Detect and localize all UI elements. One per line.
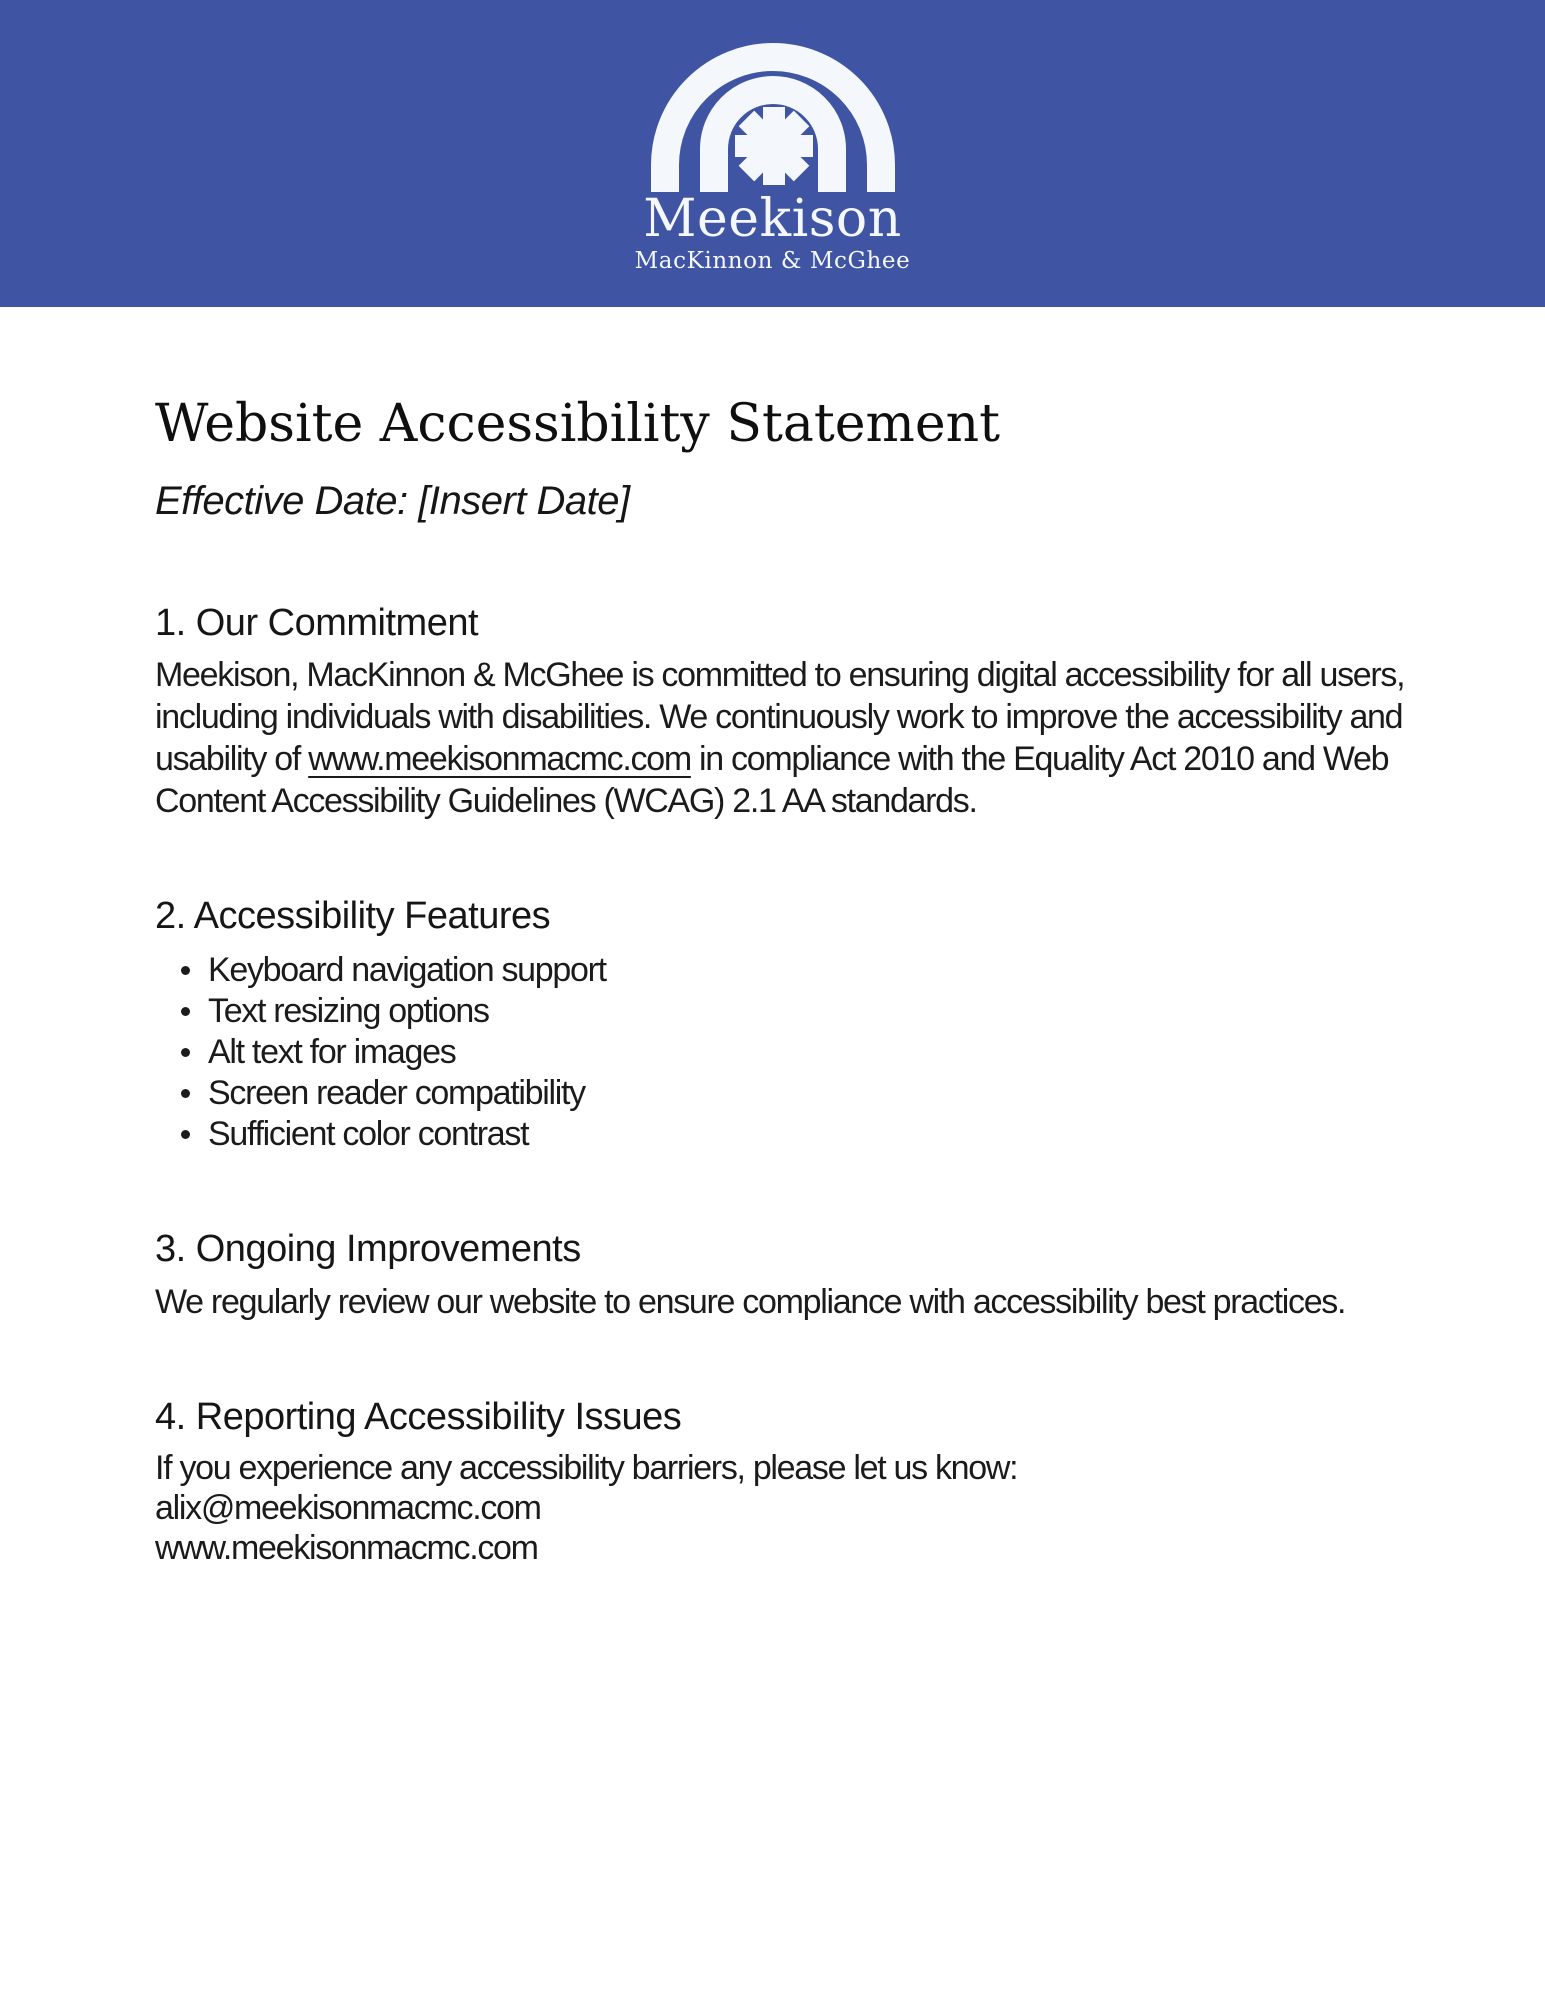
list-item: Sufficient color contrast <box>155 1114 1405 1155</box>
logo-asterisk-icon <box>735 107 813 185</box>
list-item: Screen reader compatibility <box>155 1073 1405 1114</box>
our-commitment-paragraph <box>155 654 1405 822</box>
meekison-logo-icon <box>648 40 898 192</box>
page-title: Website Accessibility Statement <box>155 394 1000 454</box>
reporting-issues-paragraph <box>155 1448 1405 1568</box>
reporting-intro-text: If you experience any accessibility barriers, please let us know: <box>155 1449 1018 1488</box>
section-heading-accessibility-features: 2. Accessibility Features <box>155 895 551 938</box>
list-item: Keyboard navigation support <box>155 950 1405 991</box>
section-heading-ongoing-improvements: 3. Ongoing Improvements <box>155 1227 581 1270</box>
website-link[interactable]: www.meekisonmacmc.com <box>308 740 691 779</box>
ongoing-improvements-paragraph: We regularly review our website to ensure compliance with accessibility best practices. <box>155 1282 1346 1321</box>
logo-name: Meekison <box>643 189 902 249</box>
paragraph-text-before-link: Meekison, MacKinnon & McGhee is committed to ensuring digital accessibility for all users, including individuals with disabilities. We continuously work to improve the accessibility and usability of <box>155 656 1405 779</box>
header-banner <box>0 0 1545 307</box>
list-item: Text resizing options <box>155 991 1405 1032</box>
section-heading-reporting-issues: 4. Reporting Accessibility Issues <box>155 1395 682 1438</box>
section-heading-our-commitment: 1. Our Commitment <box>155 601 479 644</box>
document-body <box>0 395 1545 1568</box>
logo-subname: MacKinnon & McGhee <box>634 248 911 274</box>
contact-email-text: alix@meekisonmacmc.com <box>155 1489 541 1528</box>
paragraph-text-after-link: in compliance with the Equality Act 2010 and Web Content Accessibility Guidelines (WCAG) 2.1 AA standards. <box>155 740 1389 821</box>
contact-website-text: www.meekisonmacmc.com <box>155 1529 538 1568</box>
accessibility-features-list <box>155 950 1405 1155</box>
effective-date: Effective Date: [Insert Date] <box>155 478 630 523</box>
list-item: Alt text for images <box>155 1032 1405 1073</box>
